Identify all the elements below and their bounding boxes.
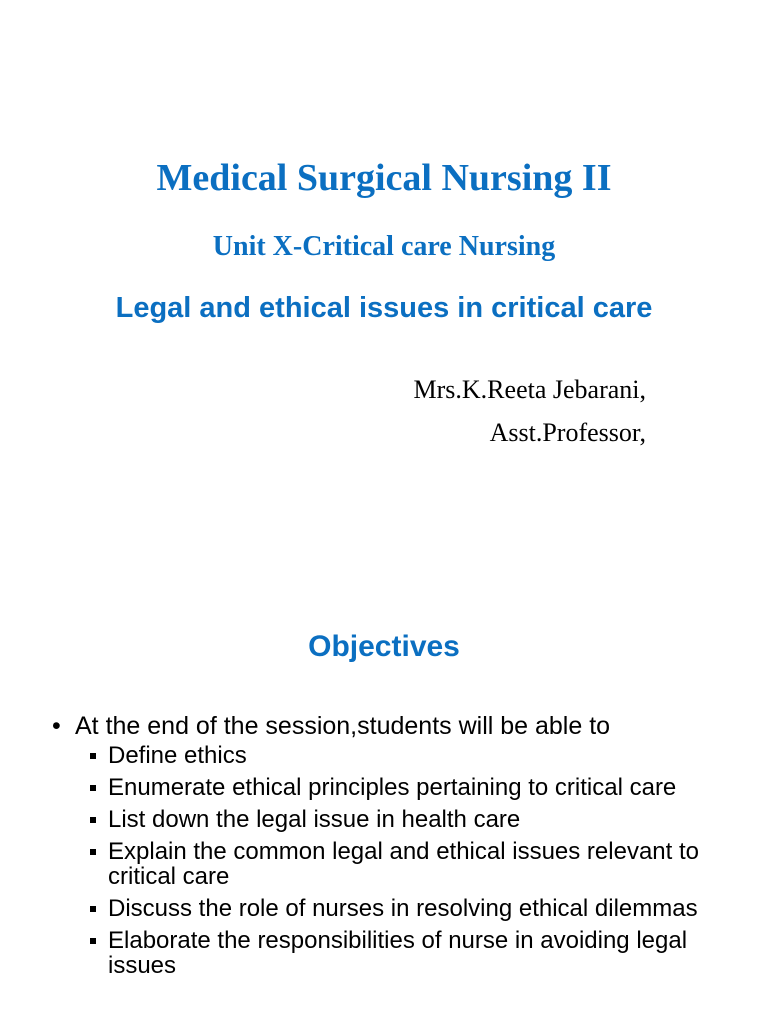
list-item-text: Explain the common legal and ethical issues relevant to critical care (108, 838, 699, 890)
square-bullet-icon (90, 849, 96, 855)
topic-heading: Legal and ethical issues in critical care (115, 292, 653, 324)
square-bullet-icon (90, 938, 96, 944)
list-item (90, 928, 730, 978)
square-bullet-icon (90, 785, 96, 791)
list-item (90, 743, 730, 768)
list-item-text: Define ethics (108, 742, 247, 769)
list-item (90, 775, 730, 800)
intro-bullet-item (52, 712, 748, 740)
unit-subtitle: Unit X-Critical care Nursing (212, 231, 556, 262)
author-role: Asst.Professor, (489, 418, 646, 447)
square-bullet-icon (90, 753, 96, 759)
objectives-heading: Objectives (308, 630, 460, 663)
list-item (90, 807, 730, 832)
list-item-text: Discuss the role of nurses in resolving ethical dilemmas (108, 895, 698, 922)
square-bullet-icon (90, 817, 96, 823)
objectives-list (90, 743, 730, 985)
list-item-text: Enumerate ethical principles pertaining to critical care (108, 774, 677, 801)
objectives-slide (0, 566, 768, 1024)
author-name: Mrs.K.Reeta Jebarani, (413, 375, 646, 404)
list-item-text: Elaborate the responsibilities of nurse in avoiding legal issues (108, 927, 688, 979)
list-item-text: List down the legal issue in health care (108, 806, 521, 833)
list-item (90, 839, 730, 889)
intro-text: At the end of the session,students will be able to (75, 712, 611, 740)
round-bullet-icon: • (52, 712, 61, 740)
slide-title: Medical Surgical Nursing II (156, 157, 612, 199)
list-item (90, 896, 730, 921)
square-bullet-icon (90, 906, 96, 912)
